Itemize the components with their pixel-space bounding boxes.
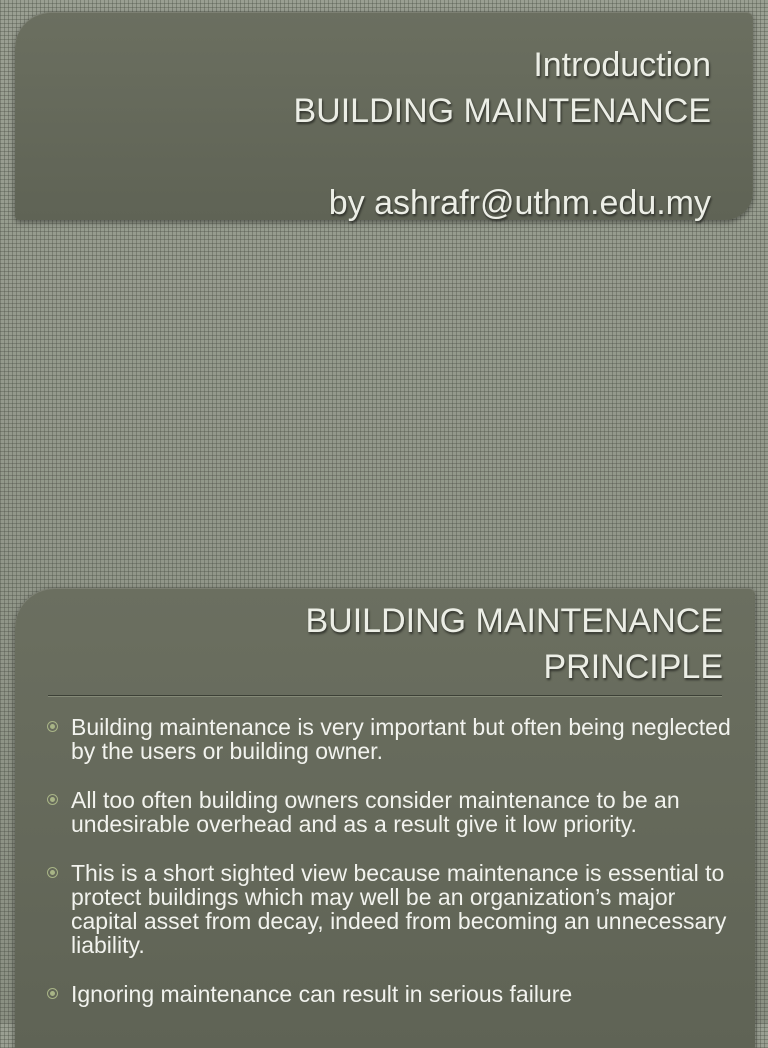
bullet-item [47,982,737,1006]
bullet-item [47,788,737,836]
heading-line-2: PRINCIPLE [543,648,723,686]
content-slide-heading [306,598,724,690]
bullet-item [47,861,737,957]
bullet-text: All too often building owners consider maintenance to be an undesirable overhead and as a result give it low priority. [71,787,680,837]
circle-bullet-icon [47,794,58,805]
heading-line-1: BUILDING MAINTENANCE [305,602,723,640]
bullet-list [47,715,737,1031]
heading-divider [48,695,722,696]
title-slide-panel [15,12,753,220]
circle-bullet-icon [47,988,58,999]
bullet-text: This is a short sighted view because maintenance is essential to protect buildings which may well be an organization’s major capital asset from decay, indeed from becoming an unnecessary liability. [71,860,727,958]
slide-title-introduction: Introduction [533,46,711,84]
bullet-text: Building maintenance is very important but often being neglected by the users or building owner. [71,714,731,764]
circle-bullet-icon [47,867,58,878]
circle-bullet-icon [47,721,58,732]
slide-title-main: BUILDING MAINTENANCE [293,92,711,130]
slide-author: by ashrafr@uthm.edu.my [328,184,711,222]
bullet-text: Ignoring maintenance can result in serious failure [71,981,573,1007]
content-slide-panel [15,588,755,1048]
bullet-item [47,715,737,763]
title-block [294,42,712,226]
